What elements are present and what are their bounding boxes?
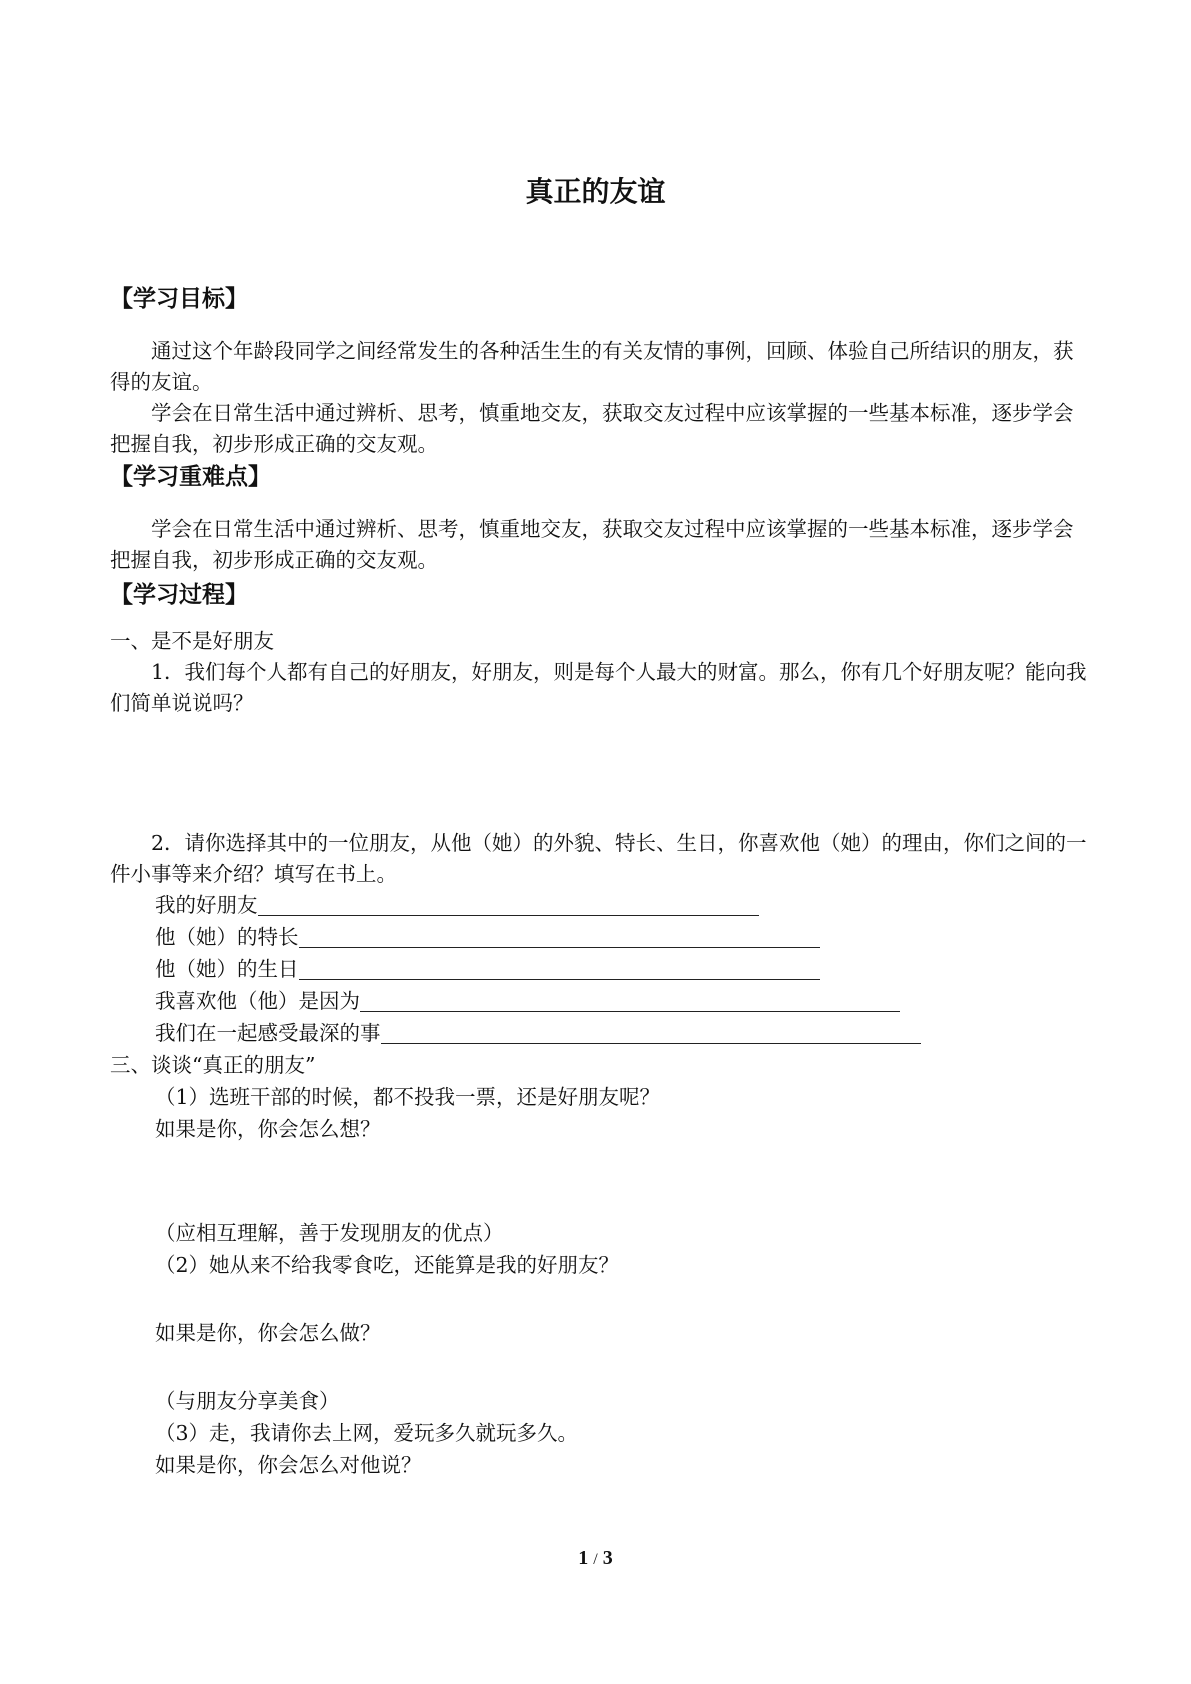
page-number-separator: /: [593, 1551, 598, 1568]
field-memorable: [155, 1018, 921, 1049]
field-specialty-blank[interactable]: [299, 923, 820, 948]
scenario-2-answer: （与朋友分享美食）: [155, 1389, 340, 1413]
scenario-3: （3）走，我请你去上网，爱玩多久就玩多久。: [155, 1421, 579, 1445]
part1-title: 一、是不是好朋友: [110, 629, 274, 653]
field-reason: [155, 986, 900, 1017]
field-birthday: [155, 954, 820, 985]
question-1: 1．我们每个人都有自己的好朋友，好朋友，则是每个人最大的财富。那么，你有几个好朋友呢？能向我们简单说说吗？: [110, 660, 1087, 715]
scenario-1: （1）选班干部的时候，都不投我一票，还是好朋友呢？: [155, 1085, 661, 1109]
scenario-3-ask: 如果是你，你会怎么对他说？: [155, 1453, 422, 1477]
objectives-paragraph-2: 学会在日常生活中通过辨析、思考，慎重地交友，获取交友过程中应该掌握的一些基本标准，逐步学会把握自我，初步形成正确的交友观。: [110, 401, 1074, 456]
question-2: 2．请你选择其中的一位朋友，从他（她）的外貌、特长、生日，你喜欢他（她）的理由，你们之间的一件小事等来介绍？填写在书上。: [110, 831, 1087, 886]
field-specialty: [155, 922, 820, 953]
scenario-1-answer: （应相互理解，善于发现朋友的优点）: [155, 1221, 504, 1245]
page-title: 真正的友谊: [525, 175, 666, 208]
field-reason-label: 我喜欢他（他）是因为: [155, 989, 360, 1013]
field-birthday-label: 他（她）的生日: [155, 957, 299, 981]
field-best-friend: [155, 890, 759, 921]
page-number-total: 3: [602, 1547, 613, 1569]
field-birthday-blank[interactable]: [299, 955, 820, 980]
field-best-friend-label: 我的好朋友: [155, 893, 258, 917]
field-reason-blank[interactable]: [360, 987, 900, 1012]
process-heading: 【学习过程】: [110, 582, 248, 608]
objectives-heading: 【学习目标】: [110, 286, 248, 312]
page-number-current: 1: [578, 1547, 589, 1569]
field-best-friend-blank[interactable]: [258, 891, 759, 916]
field-memorable-blank[interactable]: [381, 1019, 921, 1044]
page-number: [0, 1544, 1191, 1574]
keypoints-paragraph: 学会在日常生活中通过辨析、思考，慎重地交友，获取交友过程中应该掌握的一些基本标准，逐步学会把握自我，初步形成正确的交友观。: [110, 517, 1074, 572]
keypoints-heading: 【学习重难点】: [110, 464, 271, 490]
scenario-1-ask: 如果是你，你会怎么想？: [155, 1117, 381, 1141]
scenario-2-ask: 如果是你，你会怎么做？: [155, 1321, 381, 1345]
scenario-2: （2）她从来不给我零食吃，还能算是我的好朋友？: [155, 1253, 620, 1277]
objectives-paragraph-1: 通过这个年龄段同学之间经常发生的各种活生生的有关友情的事例，回顾、体验自己所结识的朋友，获得的友谊。: [110, 339, 1074, 394]
field-memorable-label: 我们在一起感受最深的事: [155, 1021, 381, 1045]
field-specialty-label: 他（她）的特长: [155, 925, 299, 949]
part3-title: 三、谈谈“真正的朋友”: [110, 1053, 316, 1077]
